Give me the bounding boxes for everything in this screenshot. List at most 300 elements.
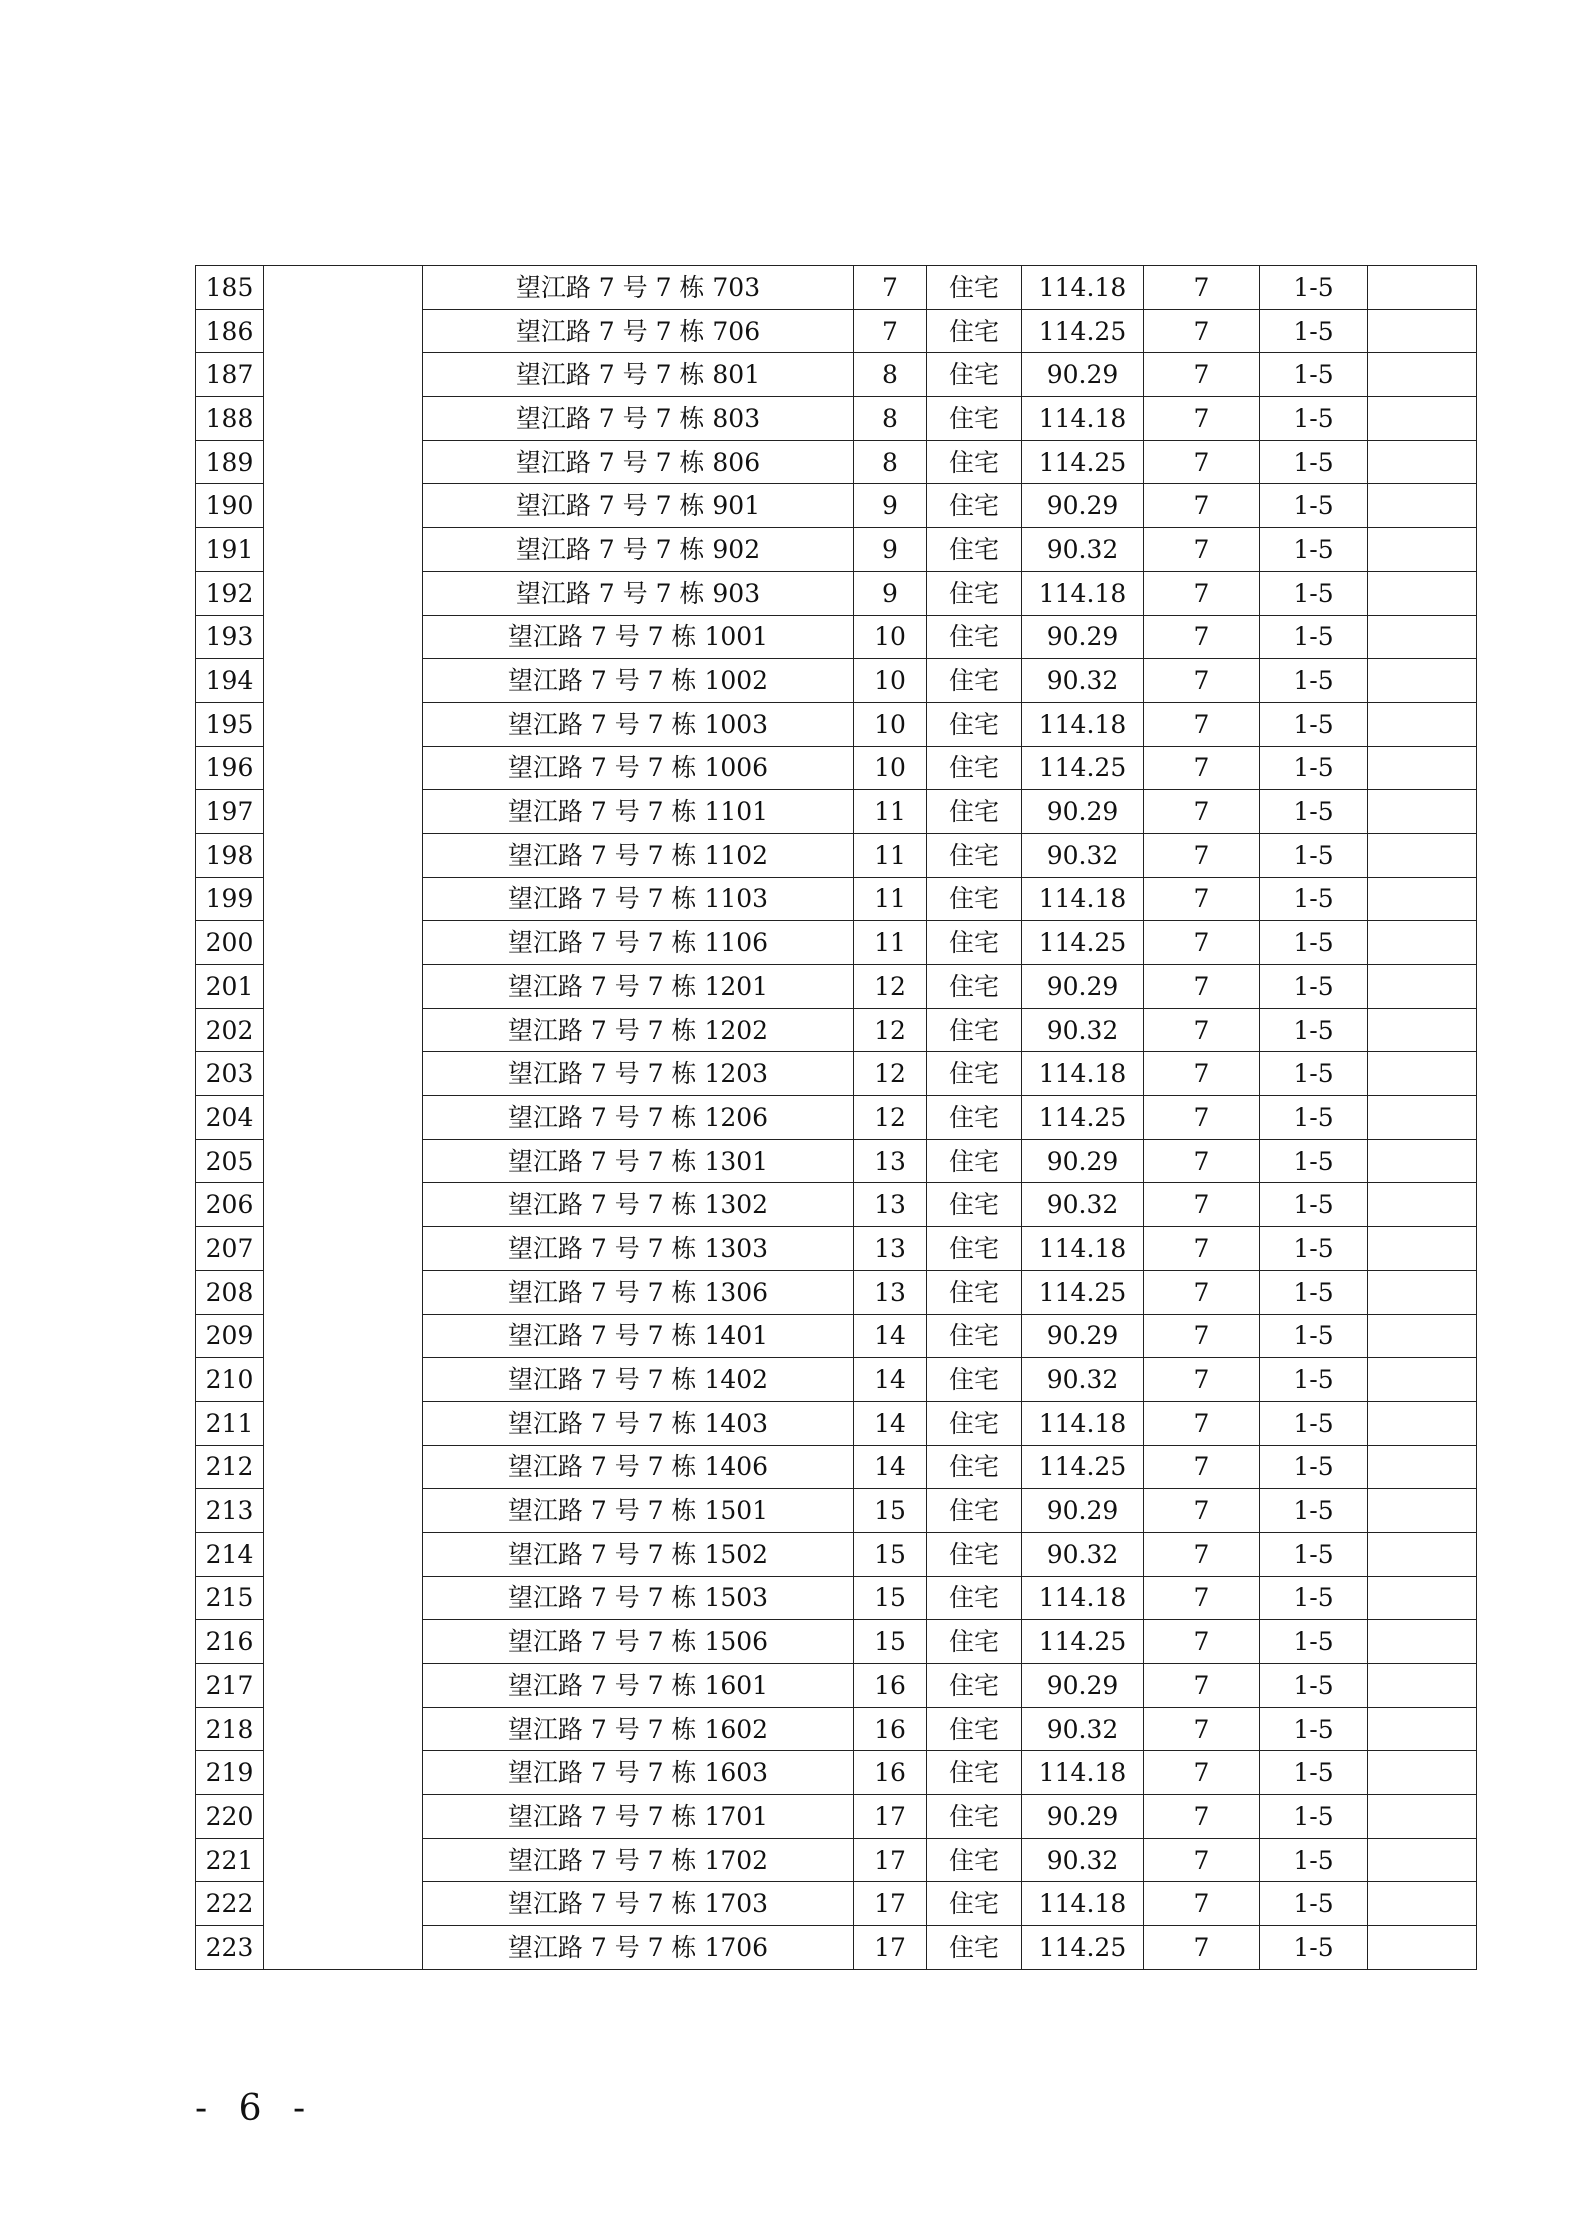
address-cell: 望江路 7 号 7 栋 1001 <box>423 615 854 659</box>
address-cell: 望江路 7 号 7 栋 1402 <box>423 1358 854 1402</box>
range-cell: 1-5 <box>1260 1795 1368 1839</box>
address-cell: 望江路 7 号 7 栋 1103 <box>423 877 854 921</box>
range-cell: 1-5 <box>1260 1096 1368 1140</box>
floor-cell: 10 <box>854 615 927 659</box>
range-cell: 1-5 <box>1260 1751 1368 1795</box>
row-number-cell: 223 <box>196 1926 264 1970</box>
category-cell: 7 <box>1144 528 1260 572</box>
category-cell: 7 <box>1144 484 1260 528</box>
range-cell: 1-5 <box>1260 1620 1368 1664</box>
floor-cell: 13 <box>854 1139 927 1183</box>
range-cell: 1-5 <box>1260 1838 1368 1882</box>
row-number-cell: 213 <box>196 1489 264 1533</box>
usage-cell: 住宅 <box>927 1576 1022 1620</box>
remarks-cell <box>1368 1532 1477 1576</box>
usage-cell: 住宅 <box>927 1838 1022 1882</box>
floor-cell: 15 <box>854 1489 927 1533</box>
row-number-cell: 214 <box>196 1532 264 1576</box>
floor-cell: 12 <box>854 1008 927 1052</box>
area-cell: 90.29 <box>1022 790 1144 834</box>
category-cell: 7 <box>1144 1795 1260 1839</box>
floor-cell: 11 <box>854 833 927 877</box>
usage-cell: 住宅 <box>927 877 1022 921</box>
usage-cell: 住宅 <box>927 1620 1022 1664</box>
floor-cell: 9 <box>854 571 927 615</box>
remarks-cell <box>1368 1620 1477 1664</box>
remarks-cell <box>1368 1183 1477 1227</box>
address-cell: 望江路 7 号 7 栋 1702 <box>423 1838 854 1882</box>
remarks-cell <box>1368 790 1477 834</box>
usage-cell: 住宅 <box>927 1751 1022 1795</box>
remarks-cell <box>1368 1751 1477 1795</box>
remarks-cell <box>1368 1139 1477 1183</box>
usage-cell: 住宅 <box>927 309 1022 353</box>
category-cell: 7 <box>1144 397 1260 441</box>
category-cell: 7 <box>1144 1096 1260 1140</box>
area-cell: 114.18 <box>1022 1882 1144 1926</box>
floor-cell: 14 <box>854 1445 927 1489</box>
area-cell: 114.25 <box>1022 1270 1144 1314</box>
usage-cell: 住宅 <box>927 921 1022 965</box>
area-cell: 114.25 <box>1022 921 1144 965</box>
floor-cell: 16 <box>854 1707 927 1751</box>
floor-cell: 15 <box>854 1576 927 1620</box>
row-number-cell: 204 <box>196 1096 264 1140</box>
category-cell: 7 <box>1144 1314 1260 1358</box>
row-number-cell: 187 <box>196 353 264 397</box>
row-number-cell: 198 <box>196 833 264 877</box>
remarks-cell <box>1368 1576 1477 1620</box>
address-cell: 望江路 7 号 7 栋 806 <box>423 440 854 484</box>
area-cell: 90.32 <box>1022 659 1144 703</box>
property-table <box>195 265 1477 1970</box>
category-cell: 7 <box>1144 1926 1260 1970</box>
address-cell: 望江路 7 号 7 栋 1501 <box>423 1489 854 1533</box>
usage-cell: 住宅 <box>927 702 1022 746</box>
remarks-cell <box>1368 1270 1477 1314</box>
area-cell: 114.25 <box>1022 309 1144 353</box>
category-cell: 7 <box>1144 1052 1260 1096</box>
remarks-cell <box>1368 484 1477 528</box>
usage-cell: 住宅 <box>927 1532 1022 1576</box>
category-cell: 7 <box>1144 1707 1260 1751</box>
area-cell: 90.29 <box>1022 1139 1144 1183</box>
remarks-cell <box>1368 1227 1477 1271</box>
page-number: - 6 - <box>195 2088 316 2129</box>
address-cell: 望江路 7 号 7 栋 1406 <box>423 1445 854 1489</box>
area-cell: 114.18 <box>1022 877 1144 921</box>
category-cell: 7 <box>1144 353 1260 397</box>
row-number-cell: 216 <box>196 1620 264 1664</box>
floor-cell: 16 <box>854 1664 927 1708</box>
area-cell: 90.32 <box>1022 1707 1144 1751</box>
usage-cell: 住宅 <box>927 1882 1022 1926</box>
usage-cell: 住宅 <box>927 1707 1022 1751</box>
remarks-cell <box>1368 877 1477 921</box>
table-row <box>196 266 1477 310</box>
area-cell: 114.18 <box>1022 1751 1144 1795</box>
area-cell: 90.32 <box>1022 833 1144 877</box>
address-cell: 望江路 7 号 7 栋 1503 <box>423 1576 854 1620</box>
range-cell: 1-5 <box>1260 790 1368 834</box>
row-number-cell: 201 <box>196 965 264 1009</box>
usage-cell: 住宅 <box>927 1008 1022 1052</box>
area-cell: 90.29 <box>1022 1795 1144 1839</box>
area-cell: 90.32 <box>1022 1008 1144 1052</box>
range-cell: 1-5 <box>1260 702 1368 746</box>
range-cell: 1-5 <box>1260 1664 1368 1708</box>
area-cell: 114.18 <box>1022 1227 1144 1271</box>
range-cell: 1-5 <box>1260 921 1368 965</box>
area-cell: 114.25 <box>1022 1445 1144 1489</box>
address-cell: 望江路 7 号 7 栋 703 <box>423 266 854 310</box>
row-number-cell: 203 <box>196 1052 264 1096</box>
address-cell: 望江路 7 号 7 栋 1701 <box>423 1795 854 1839</box>
category-cell: 7 <box>1144 1751 1260 1795</box>
usage-cell: 住宅 <box>927 484 1022 528</box>
address-cell: 望江路 7 号 7 栋 1601 <box>423 1664 854 1708</box>
range-cell: 1-5 <box>1260 659 1368 703</box>
address-cell: 望江路 7 号 7 栋 1401 <box>423 1314 854 1358</box>
category-cell: 7 <box>1144 702 1260 746</box>
row-number-cell: 202 <box>196 1008 264 1052</box>
area-cell: 90.29 <box>1022 484 1144 528</box>
category-cell: 7 <box>1144 746 1260 790</box>
category-cell: 7 <box>1144 1139 1260 1183</box>
remarks-cell <box>1368 1096 1477 1140</box>
range-cell: 1-5 <box>1260 615 1368 659</box>
row-number-cell: 208 <box>196 1270 264 1314</box>
usage-cell: 住宅 <box>927 1052 1022 1096</box>
usage-cell: 住宅 <box>927 1489 1022 1533</box>
remarks-cell <box>1368 615 1477 659</box>
range-cell: 1-5 <box>1260 1052 1368 1096</box>
address-cell: 望江路 7 号 7 栋 1201 <box>423 965 854 1009</box>
category-cell: 7 <box>1144 615 1260 659</box>
remarks-cell <box>1368 1052 1477 1096</box>
floor-cell: 8 <box>854 353 927 397</box>
category-cell: 7 <box>1144 440 1260 484</box>
range-cell: 1-5 <box>1260 746 1368 790</box>
floor-cell: 12 <box>854 965 927 1009</box>
row-number-cell: 190 <box>196 484 264 528</box>
address-cell: 望江路 7 号 7 栋 1006 <box>423 746 854 790</box>
usage-cell: 住宅 <box>927 746 1022 790</box>
remarks-cell <box>1368 266 1477 310</box>
row-number-cell: 219 <box>196 1751 264 1795</box>
usage-cell: 住宅 <box>927 353 1022 397</box>
remarks-cell <box>1368 1401 1477 1445</box>
category-cell: 7 <box>1144 571 1260 615</box>
remarks-cell <box>1368 1926 1477 1970</box>
range-cell: 1-5 <box>1260 1314 1368 1358</box>
range-cell: 1-5 <box>1260 1270 1368 1314</box>
floor-cell: 15 <box>854 1620 927 1664</box>
merged-blank-cell <box>264 266 423 1970</box>
area-cell: 90.29 <box>1022 615 1144 659</box>
area-cell: 114.18 <box>1022 266 1144 310</box>
address-cell: 望江路 7 号 7 栋 1202 <box>423 1008 854 1052</box>
category-cell: 7 <box>1144 1358 1260 1402</box>
floor-cell: 7 <box>854 309 927 353</box>
row-number-cell: 194 <box>196 659 264 703</box>
remarks-cell <box>1368 571 1477 615</box>
usage-cell: 住宅 <box>927 1096 1022 1140</box>
floor-cell: 9 <box>854 484 927 528</box>
row-number-cell: 205 <box>196 1139 264 1183</box>
remarks-cell <box>1368 1008 1477 1052</box>
range-cell: 1-5 <box>1260 1139 1368 1183</box>
range-cell: 1-5 <box>1260 266 1368 310</box>
floor-cell: 10 <box>854 746 927 790</box>
floor-cell: 8 <box>854 397 927 441</box>
address-cell: 望江路 7 号 7 栋 1506 <box>423 1620 854 1664</box>
address-cell: 望江路 7 号 7 栋 1703 <box>423 1882 854 1926</box>
floor-cell: 7 <box>854 266 927 310</box>
row-number-cell: 220 <box>196 1795 264 1839</box>
address-cell: 望江路 7 号 7 栋 902 <box>423 528 854 572</box>
remarks-cell <box>1368 659 1477 703</box>
floor-cell: 16 <box>854 1751 927 1795</box>
row-number-cell: 218 <box>196 1707 264 1751</box>
remarks-cell <box>1368 1489 1477 1533</box>
area-cell: 114.18 <box>1022 571 1144 615</box>
category-cell: 7 <box>1144 921 1260 965</box>
address-cell: 望江路 7 号 7 栋 1603 <box>423 1751 854 1795</box>
category-cell: 7 <box>1144 1664 1260 1708</box>
area-cell: 90.29 <box>1022 1489 1144 1533</box>
row-number-cell: 197 <box>196 790 264 834</box>
address-cell: 望江路 7 号 7 栋 1306 <box>423 1270 854 1314</box>
usage-cell: 住宅 <box>927 965 1022 1009</box>
range-cell: 1-5 <box>1260 1707 1368 1751</box>
area-cell: 114.25 <box>1022 1620 1144 1664</box>
table-body <box>196 266 1477 1970</box>
remarks-cell <box>1368 1664 1477 1708</box>
floor-cell: 14 <box>854 1401 927 1445</box>
area-cell: 114.25 <box>1022 1926 1144 1970</box>
remarks-cell <box>1368 921 1477 965</box>
range-cell: 1-5 <box>1260 1882 1368 1926</box>
address-cell: 望江路 7 号 7 栋 1602 <box>423 1707 854 1751</box>
floor-cell: 11 <box>854 877 927 921</box>
usage-cell: 住宅 <box>927 659 1022 703</box>
remarks-cell <box>1368 1838 1477 1882</box>
category-cell: 7 <box>1144 266 1260 310</box>
address-cell: 望江路 7 号 7 栋 1003 <box>423 702 854 746</box>
floor-cell: 12 <box>854 1096 927 1140</box>
usage-cell: 住宅 <box>927 1183 1022 1227</box>
category-cell: 7 <box>1144 1838 1260 1882</box>
address-cell: 望江路 7 号 7 栋 1101 <box>423 790 854 834</box>
row-number-cell: 193 <box>196 615 264 659</box>
row-number-cell: 191 <box>196 528 264 572</box>
address-cell: 望江路 7 号 7 栋 801 <box>423 353 854 397</box>
row-number-cell: 195 <box>196 702 264 746</box>
row-number-cell: 206 <box>196 1183 264 1227</box>
category-cell: 7 <box>1144 1183 1260 1227</box>
category-cell: 7 <box>1144 1401 1260 1445</box>
row-number-cell: 221 <box>196 1838 264 1882</box>
row-number-cell: 196 <box>196 746 264 790</box>
address-cell: 望江路 7 号 7 栋 1106 <box>423 921 854 965</box>
row-number-cell: 200 <box>196 921 264 965</box>
area-cell: 114.18 <box>1022 397 1144 441</box>
category-cell: 7 <box>1144 965 1260 1009</box>
usage-cell: 住宅 <box>927 440 1022 484</box>
range-cell: 1-5 <box>1260 353 1368 397</box>
address-cell: 望江路 7 号 7 栋 1502 <box>423 1532 854 1576</box>
usage-cell: 住宅 <box>927 1358 1022 1402</box>
category-cell: 7 <box>1144 1489 1260 1533</box>
floor-cell: 17 <box>854 1926 927 1970</box>
address-cell: 望江路 7 号 7 栋 803 <box>423 397 854 441</box>
range-cell: 1-5 <box>1260 1183 1368 1227</box>
category-cell: 7 <box>1144 1620 1260 1664</box>
area-cell: 90.29 <box>1022 353 1144 397</box>
range-cell: 1-5 <box>1260 484 1368 528</box>
range-cell: 1-5 <box>1260 440 1368 484</box>
range-cell: 1-5 <box>1260 1227 1368 1271</box>
area-cell: 114.25 <box>1022 1096 1144 1140</box>
remarks-cell <box>1368 528 1477 572</box>
category-cell: 7 <box>1144 659 1260 703</box>
range-cell: 1-5 <box>1260 309 1368 353</box>
usage-cell: 住宅 <box>927 1926 1022 1970</box>
remarks-cell <box>1368 1795 1477 1839</box>
row-number-cell: 199 <box>196 877 264 921</box>
floor-cell: 15 <box>854 1532 927 1576</box>
address-cell: 望江路 7 号 7 栋 903 <box>423 571 854 615</box>
usage-cell: 住宅 <box>927 833 1022 877</box>
row-number-cell: 212 <box>196 1445 264 1489</box>
row-number-cell: 215 <box>196 1576 264 1620</box>
row-number-cell: 222 <box>196 1882 264 1926</box>
row-number-cell: 186 <box>196 309 264 353</box>
usage-cell: 住宅 <box>927 1314 1022 1358</box>
range-cell: 1-5 <box>1260 1358 1368 1402</box>
floor-cell: 14 <box>854 1314 927 1358</box>
row-number-cell: 217 <box>196 1664 264 1708</box>
row-number-cell: 209 <box>196 1314 264 1358</box>
remarks-cell <box>1368 440 1477 484</box>
floor-cell: 13 <box>854 1270 927 1314</box>
remarks-cell <box>1368 1314 1477 1358</box>
address-cell: 望江路 7 号 7 栋 1302 <box>423 1183 854 1227</box>
area-cell: 90.32 <box>1022 1532 1144 1576</box>
address-cell: 望江路 7 号 7 栋 706 <box>423 309 854 353</box>
address-cell: 望江路 7 号 7 栋 1203 <box>423 1052 854 1096</box>
area-cell: 114.25 <box>1022 440 1144 484</box>
floor-cell: 10 <box>854 659 927 703</box>
range-cell: 1-5 <box>1260 1445 1368 1489</box>
row-number-cell: 189 <box>196 440 264 484</box>
category-cell: 7 <box>1144 1270 1260 1314</box>
remarks-cell <box>1368 833 1477 877</box>
address-cell: 望江路 7 号 7 栋 1206 <box>423 1096 854 1140</box>
area-cell: 90.32 <box>1022 1183 1144 1227</box>
category-cell: 7 <box>1144 1445 1260 1489</box>
address-cell: 望江路 7 号 7 栋 901 <box>423 484 854 528</box>
range-cell: 1-5 <box>1260 1576 1368 1620</box>
category-cell: 7 <box>1144 1882 1260 1926</box>
usage-cell: 住宅 <box>927 528 1022 572</box>
floor-cell: 10 <box>854 702 927 746</box>
category-cell: 7 <box>1144 790 1260 834</box>
floor-cell: 11 <box>854 921 927 965</box>
usage-cell: 住宅 <box>927 397 1022 441</box>
range-cell: 1-5 <box>1260 528 1368 572</box>
floor-cell: 17 <box>854 1795 927 1839</box>
floor-cell: 17 <box>854 1882 927 1926</box>
category-cell: 7 <box>1144 877 1260 921</box>
usage-cell: 住宅 <box>927 1270 1022 1314</box>
remarks-cell <box>1368 353 1477 397</box>
category-cell: 7 <box>1144 1576 1260 1620</box>
category-cell: 7 <box>1144 1532 1260 1576</box>
range-cell: 1-5 <box>1260 1489 1368 1533</box>
usage-cell: 住宅 <box>927 1445 1022 1489</box>
floor-cell: 11 <box>854 790 927 834</box>
usage-cell: 住宅 <box>927 615 1022 659</box>
usage-cell: 住宅 <box>927 790 1022 834</box>
usage-cell: 住宅 <box>927 266 1022 310</box>
range-cell: 1-5 <box>1260 965 1368 1009</box>
range-cell: 1-5 <box>1260 1532 1368 1576</box>
area-cell: 90.29 <box>1022 965 1144 1009</box>
address-cell: 望江路 7 号 7 栋 1002 <box>423 659 854 703</box>
remarks-cell <box>1368 1445 1477 1489</box>
category-cell: 7 <box>1144 833 1260 877</box>
remarks-cell <box>1368 746 1477 790</box>
remarks-cell <box>1368 397 1477 441</box>
floor-cell: 12 <box>854 1052 927 1096</box>
area-cell: 114.18 <box>1022 1576 1144 1620</box>
address-cell: 望江路 7 号 7 栋 1303 <box>423 1227 854 1271</box>
range-cell: 1-5 <box>1260 1926 1368 1970</box>
usage-cell: 住宅 <box>927 1401 1022 1445</box>
remarks-cell <box>1368 309 1477 353</box>
floor-cell: 9 <box>854 528 927 572</box>
floor-cell: 8 <box>854 440 927 484</box>
row-number-cell: 211 <box>196 1401 264 1445</box>
floor-cell: 17 <box>854 1838 927 1882</box>
address-cell: 望江路 7 号 7 栋 1706 <box>423 1926 854 1970</box>
area-cell: 90.29 <box>1022 1664 1144 1708</box>
address-cell: 望江路 7 号 7 栋 1102 <box>423 833 854 877</box>
area-cell: 114.18 <box>1022 702 1144 746</box>
floor-cell: 14 <box>854 1358 927 1402</box>
range-cell: 1-5 <box>1260 833 1368 877</box>
area-cell: 114.18 <box>1022 1401 1144 1445</box>
usage-cell: 住宅 <box>927 1139 1022 1183</box>
area-cell: 90.32 <box>1022 1838 1144 1882</box>
floor-cell: 13 <box>854 1183 927 1227</box>
category-cell: 7 <box>1144 1227 1260 1271</box>
row-number-cell: 188 <box>196 397 264 441</box>
usage-cell: 住宅 <box>927 1795 1022 1839</box>
usage-cell: 住宅 <box>927 1227 1022 1271</box>
row-number-cell: 210 <box>196 1358 264 1402</box>
usage-cell: 住宅 <box>927 1664 1022 1708</box>
range-cell: 1-5 <box>1260 877 1368 921</box>
area-cell: 90.29 <box>1022 1314 1144 1358</box>
usage-cell: 住宅 <box>927 571 1022 615</box>
range-cell: 1-5 <box>1260 397 1368 441</box>
range-cell: 1-5 <box>1260 571 1368 615</box>
address-cell: 望江路 7 号 7 栋 1403 <box>423 1401 854 1445</box>
area-cell: 114.25 <box>1022 746 1144 790</box>
